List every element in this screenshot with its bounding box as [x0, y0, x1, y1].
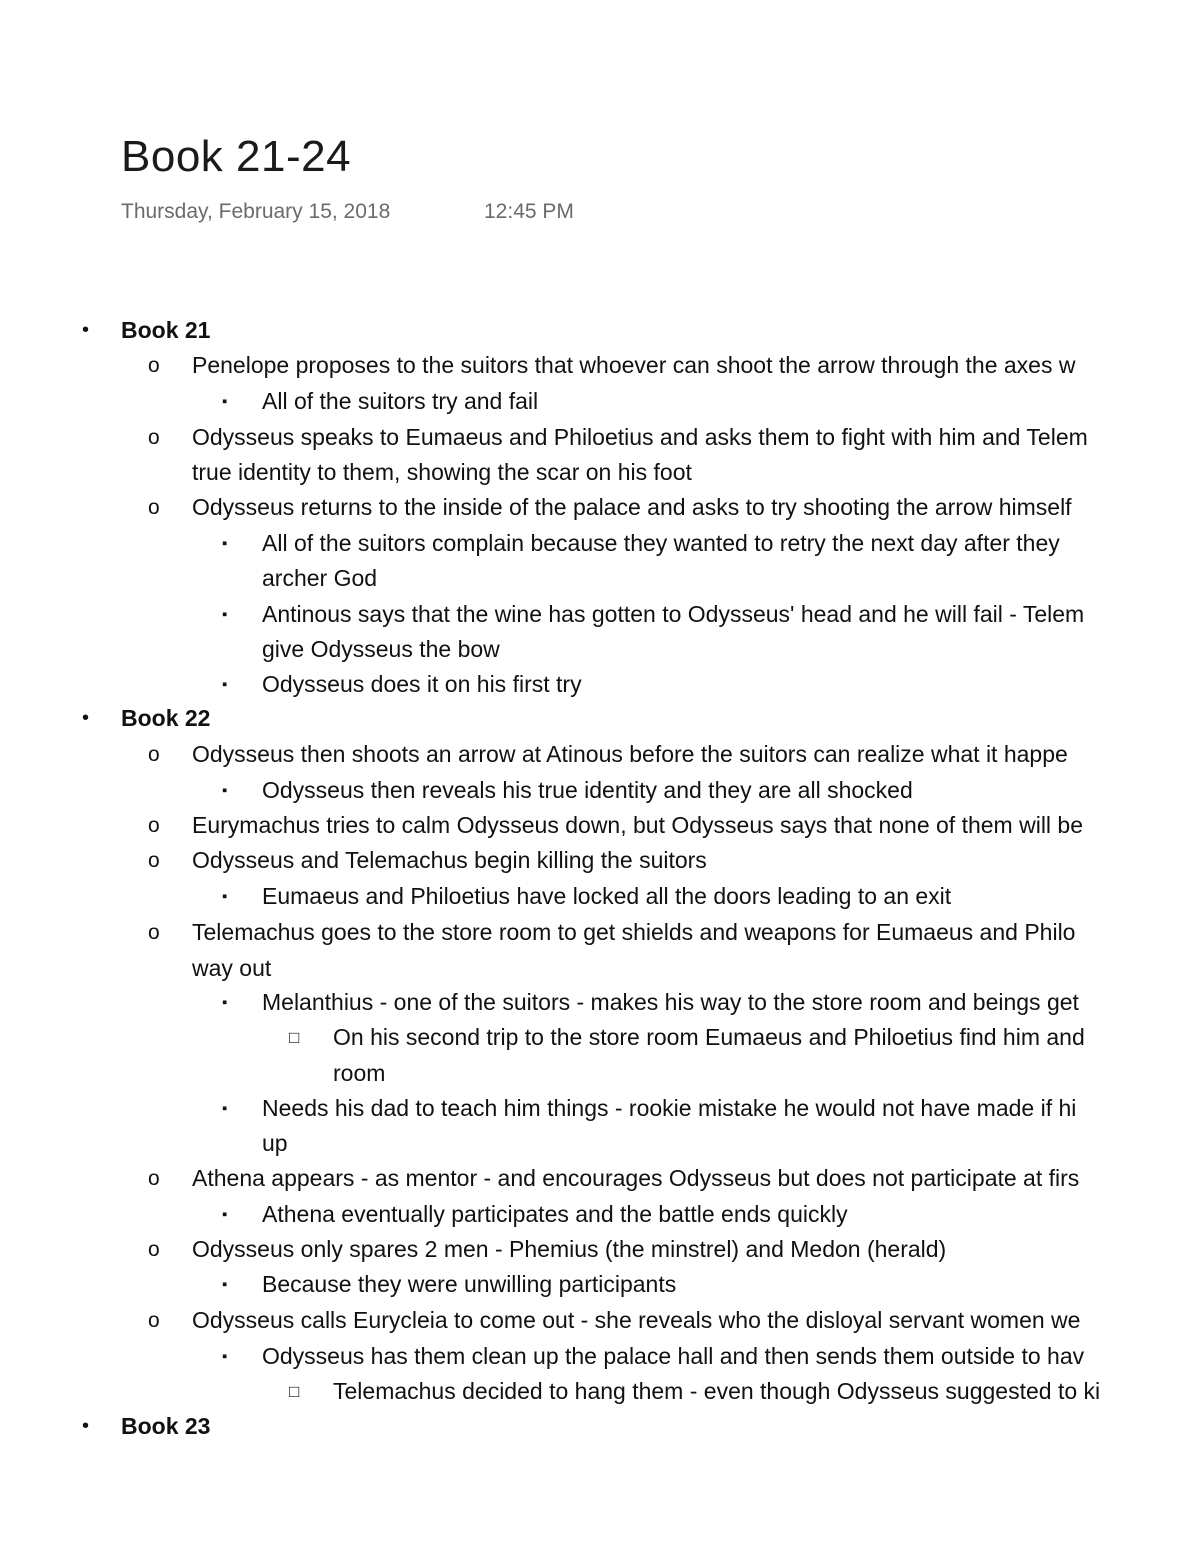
- note-line: room: [333, 1060, 386, 1086]
- note-line: On his second trip to the store room Eumaeus and Philoetius find him and: [333, 1024, 1085, 1050]
- section-heading: Book 23: [121, 1413, 211, 1439]
- note-line: Telemachus decided to hang them - even though Odysseus suggested to ki: [333, 1378, 1101, 1404]
- note-line: Odysseus only spares 2 men - Phemius (the minstrel) and Medon (herald): [192, 1236, 947, 1262]
- note-line: Penelope proposes to the suitors that whoever can shoot the arrow through the axes w: [192, 352, 1076, 378]
- bullet-marker-level-1: •: [82, 707, 90, 729]
- note-line: Because they were unwilling participants: [262, 1271, 677, 1297]
- bullet-marker-level-2: o: [148, 496, 160, 519]
- note-line: true identity to them, showing the scar on his foot: [192, 459, 692, 485]
- section-heading: Book 22: [121, 705, 211, 731]
- note-line: Odysseus and Telemachus begin killing the suitors: [192, 847, 707, 873]
- note-line: give Odysseus the bow: [262, 636, 500, 662]
- bullet-marker-level-2: o: [148, 814, 160, 837]
- bullet-marker-level-3: ▪: [222, 393, 228, 410]
- bullet-marker-level-2: o: [148, 1309, 160, 1332]
- note-line: Athena eventually participates and the battle ends quickly: [262, 1201, 848, 1227]
- bullet-marker-level-1: •: [82, 319, 90, 341]
- page-title: Book 21-24: [121, 132, 352, 181]
- bullet-marker-level-2: o: [148, 849, 160, 872]
- page-date: Thursday, February 15, 2018: [121, 200, 391, 223]
- note-line: All of the suitors try and fail: [262, 388, 539, 414]
- note-line: Eumaeus and Philoetius have locked all the doors leading to an exit: [262, 883, 952, 909]
- note-line: archer God: [262, 565, 378, 591]
- note-line: Needs his dad to teach him things - rookie mistake he would not have made if hi: [262, 1095, 1077, 1121]
- bullet-marker-level-2: o: [148, 426, 160, 449]
- bullet-marker-level-3: ▪: [222, 606, 228, 623]
- section-heading: Book 21: [121, 317, 211, 343]
- bullet-marker-level-2: o: [148, 354, 160, 377]
- bullet-marker-level-3: ▪: [222, 782, 228, 799]
- bullet-marker-level-2: o: [148, 921, 160, 944]
- bullet-marker-level-3: ▪: [222, 1206, 228, 1223]
- note-line: Odysseus does it on his first try: [262, 671, 582, 697]
- bullet-marker-level-1: •: [82, 1415, 90, 1437]
- note-line: Telemachus goes to the store room to get shields and weapons for Eumaeus and Philo: [192, 919, 1076, 945]
- bullet-marker-level-3: ▪: [222, 1276, 228, 1293]
- bullet-marker-level-2: o: [148, 1238, 160, 1261]
- note-line: Eurymachus tries to calm Odysseus down, but Odysseus says that none of them will be: [192, 812, 1084, 838]
- note-line: Odysseus has them clean up the palace hall and then sends them outside to hav: [262, 1343, 1085, 1369]
- bullet-marker-level-3: ▪: [222, 676, 228, 693]
- note-line: up: [262, 1130, 288, 1156]
- note-line: Antinous says that the wine has gotten to Odysseus' head and he will fail - Telem: [262, 601, 1085, 627]
- bullet-marker-level-2: o: [148, 1167, 160, 1190]
- note-line: Melanthius - one of the suitors - makes his way to the store room and beings get: [262, 989, 1079, 1015]
- bullet-marker-level-3: ▪: [222, 1348, 228, 1365]
- note-line: Odysseus then reveals his true identity and they are all shocked: [262, 777, 913, 803]
- note-line: Odysseus then shoots an arrow at Atinous before the suitors can realize what it happe: [192, 741, 1068, 767]
- note-line: All of the suitors complain because they wanted to retry the next day after they: [262, 530, 1060, 556]
- page-time: 12:45 PM: [484, 200, 574, 223]
- note-line: way out: [192, 955, 272, 981]
- note-line: Odysseus calls Eurycleia to come out - she reveals who the disloyal servant women we: [192, 1307, 1081, 1333]
- bullet-marker-level-4: □: [289, 1382, 300, 1401]
- bullet-marker-level-3: ▪: [222, 994, 228, 1011]
- bullet-marker-level-2: o: [148, 743, 160, 766]
- bullet-marker-level-3: ▪: [222, 1100, 228, 1117]
- bullet-marker-level-3: ▪: [222, 535, 228, 552]
- note-line: Odysseus returns to the inside of the palace and asks to try shooting the arrow himself: [192, 494, 1072, 520]
- note-line: Odysseus speaks to Eumaeus and Philoetius and asks them to fight with him and Telem: [192, 424, 1088, 450]
- bullet-marker-level-4: □: [289, 1028, 300, 1047]
- bullet-marker-level-3: ▪: [222, 888, 228, 905]
- note-line: Athena appears - as mentor - and encourages Odysseus but does not participate at firs: [192, 1165, 1080, 1191]
